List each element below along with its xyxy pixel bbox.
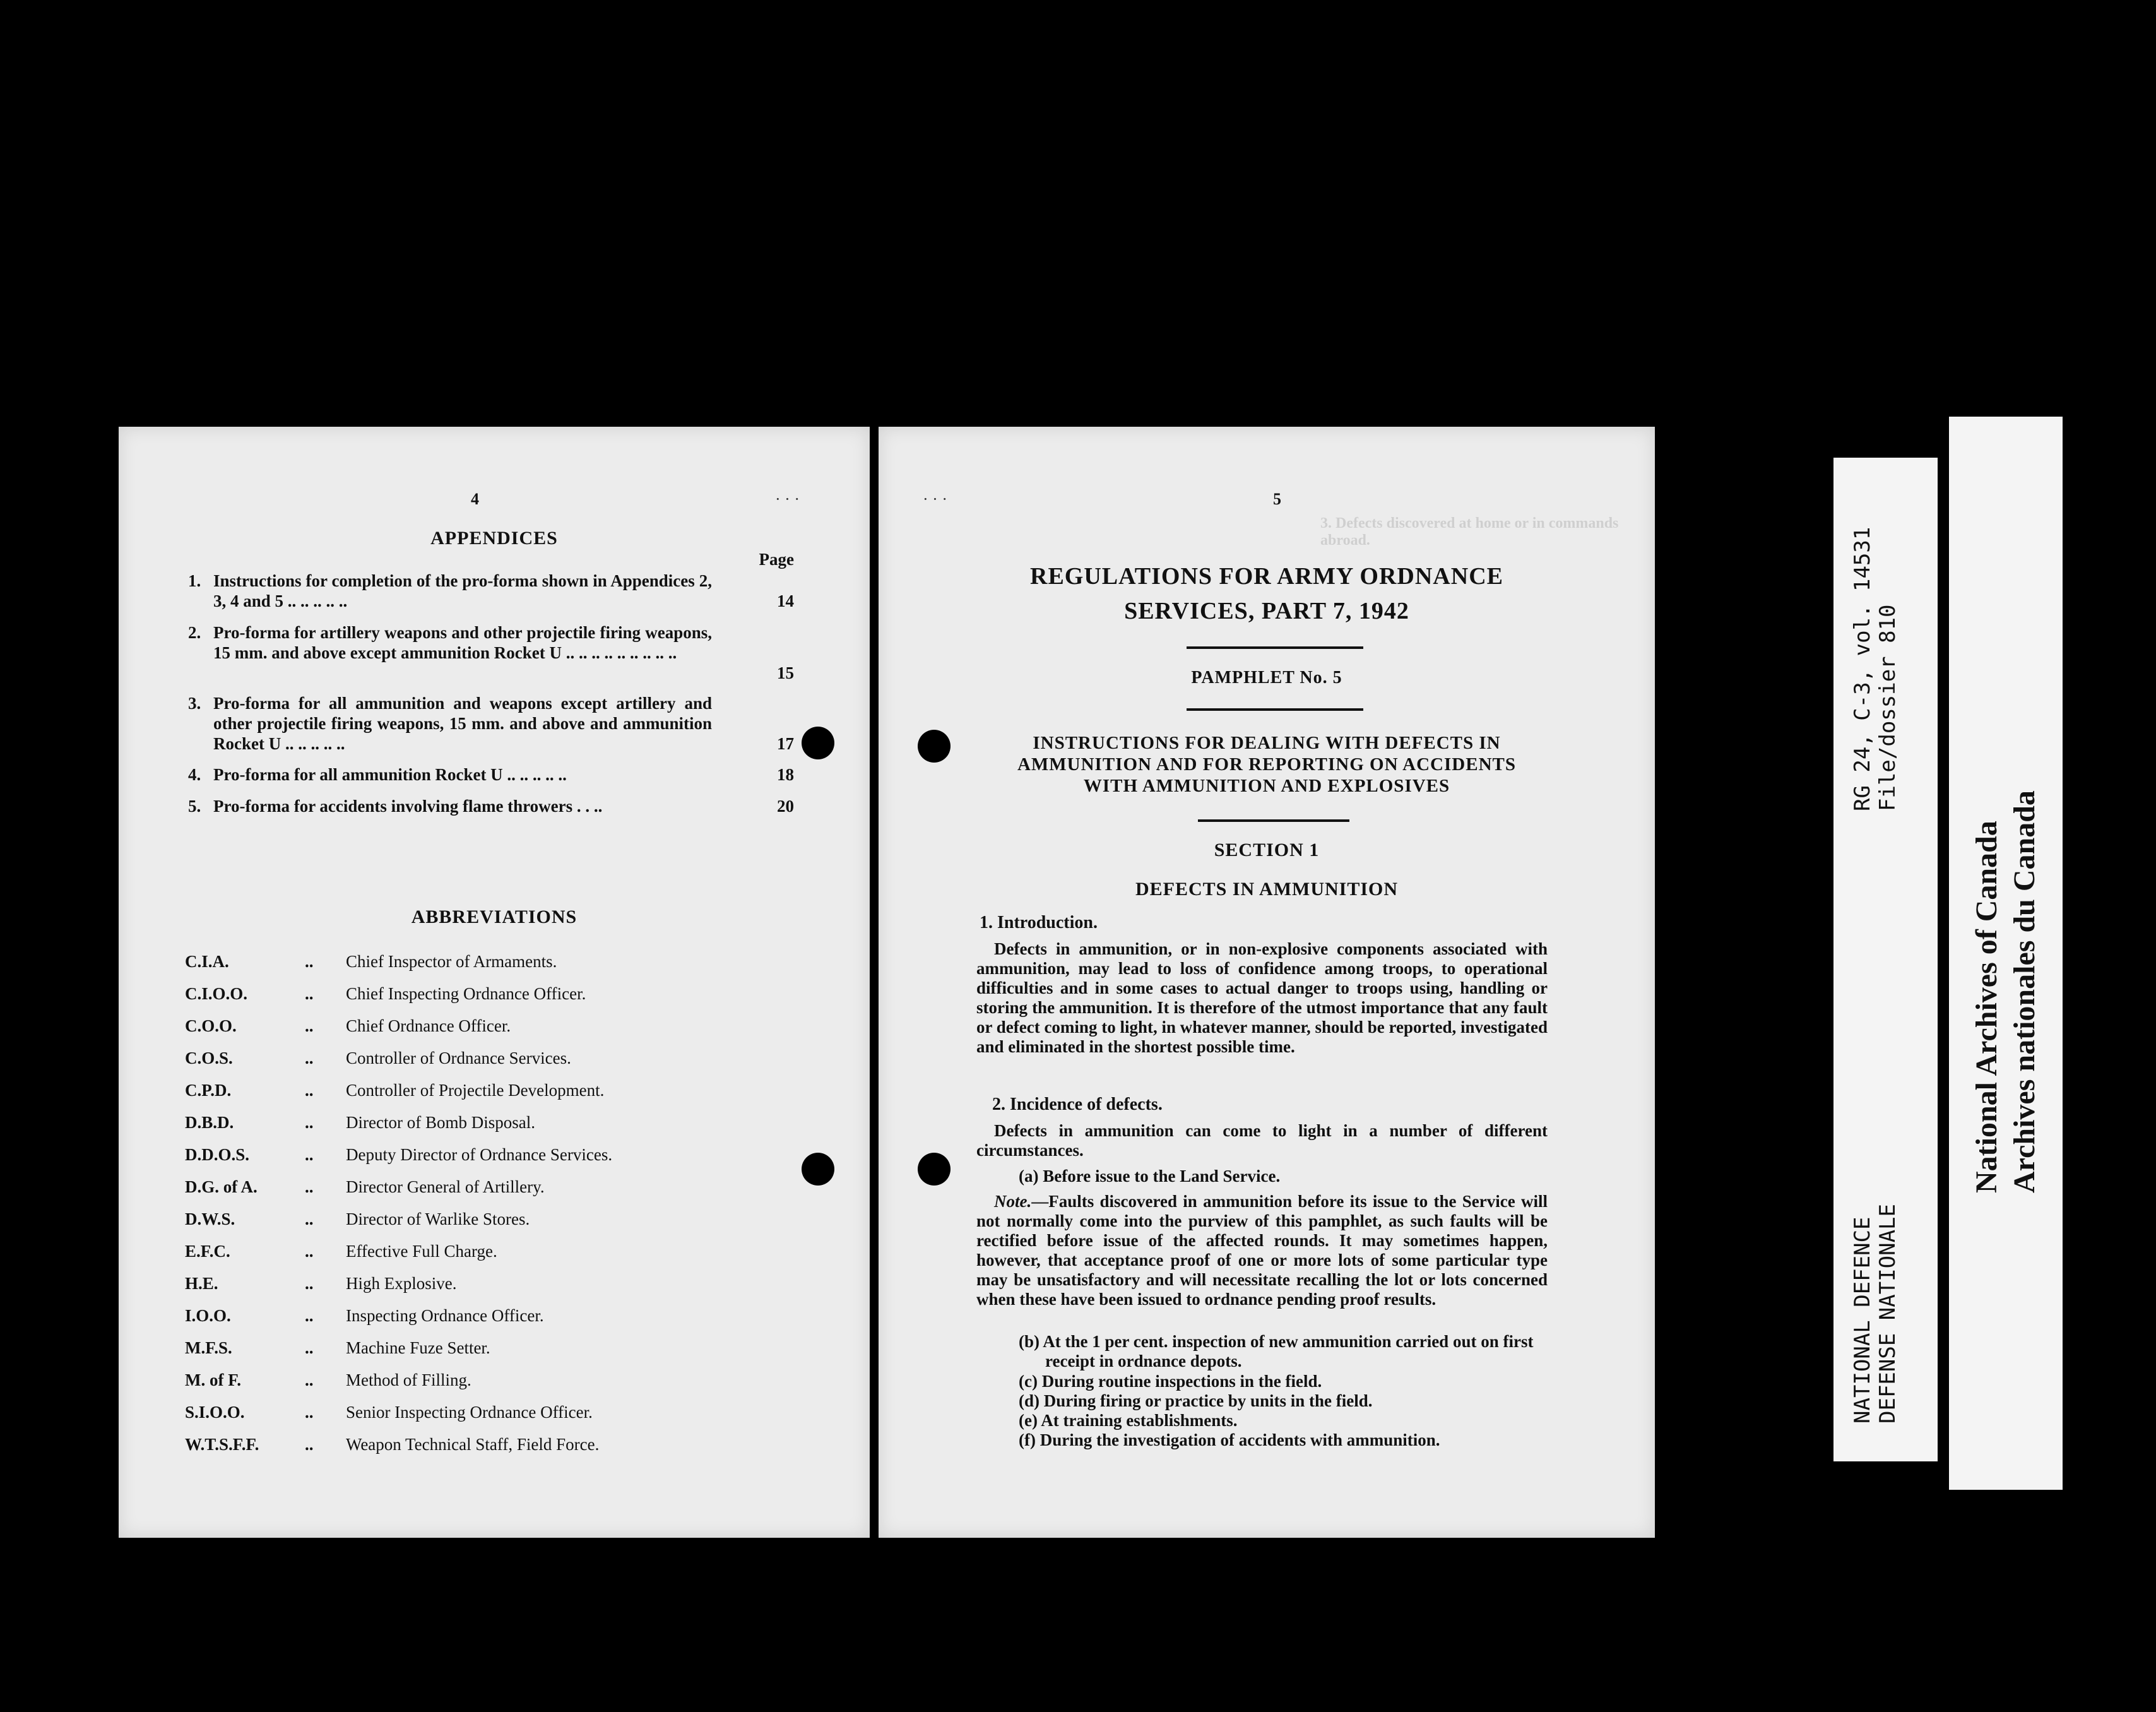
abbreviation-row <box>185 1338 816 1364</box>
abbreviation: D.G. of A. <box>185 1177 258 1196</box>
abbreviation-row <box>185 1016 816 1042</box>
appendix-page: 15 <box>777 663 794 682</box>
abbreviation: C.I.A. <box>185 952 229 971</box>
binder-hole <box>802 1153 834 1186</box>
abbreviation-definition: Weapon Technical Staff, Field Force. <box>346 1435 600 1454</box>
abbreviation-separator: .. <box>305 1081 314 1100</box>
department-line1: NATIONAL DEFENCE <box>1850 1216 1875 1424</box>
list-item-d: (d) During firing or practice by units in the field. <box>1019 1391 1373 1410</box>
abbreviation: M.F.S. <box>185 1338 232 1357</box>
list-item-f: (f) During the investigation of accidents with ammunition. <box>1019 1430 1440 1449</box>
page-number: 5 <box>1273 490 1281 508</box>
appendix-number: 3. <box>188 694 201 713</box>
abbreviation-separator: .. <box>305 1338 314 1357</box>
department-line2: DEFENSE NATIONALE <box>1875 1204 1900 1424</box>
abbreviation: M. of F. <box>185 1370 241 1389</box>
scan-artifact: · · · <box>923 490 947 508</box>
appendix-page: 17 <box>777 734 794 753</box>
abbreviation-definition: Director of Warlike Stores. <box>346 1210 530 1228</box>
rule <box>1187 646 1363 649</box>
page-number: 4 <box>471 490 479 508</box>
abbreviation-separator: .. <box>305 952 314 971</box>
appendix-text: Pro-forma for all ammunition Rocket U .. .. .. .. .. <box>213 765 567 784</box>
abbreviation: E.F.C. <box>185 1242 230 1261</box>
abbreviation-row <box>185 1403 816 1428</box>
appendix-text: Pro-forma for all ammunition and weapons except artillery and other projectile firing weapons, 15 mm. and above and ammunition Rocket U .. .. .. .. .. <box>213 694 712 753</box>
abbreviation-row <box>185 1177 816 1203</box>
abbreviation-definition: Chief Inspector of Armaments. <box>346 952 557 971</box>
subtitle-line3: WITH AMMUNITION AND EXPLOSIVES <box>1083 776 1450 796</box>
appendix-text: Pro-forma for accidents involving flame throwers . . .. <box>213 797 603 816</box>
subtitle-line2: AMMUNITION AND FOR REPORTING ON ACCIDENTS <box>1017 754 1516 775</box>
incidence-paragraph: Defects in ammunition can come to light in a number of different circumstances. <box>976 1121 1548 1160</box>
abbreviation-separator: .. <box>305 1435 314 1454</box>
abbreviation: D.B.D. <box>185 1113 234 1132</box>
note-paragraph <box>976 1192 1548 1309</box>
abbreviation-row <box>185 1081 816 1106</box>
abbreviation-definition: Chief Inspecting Ordnance Officer. <box>346 984 586 1003</box>
binder-hole <box>918 730 951 763</box>
file-reference <box>1850 527 1900 811</box>
binder-hole <box>802 727 834 759</box>
abbreviation-separator: .. <box>305 1016 314 1035</box>
document-title-line2: SERVICES, PART 7, 1942 <box>1124 598 1409 624</box>
appendix-item <box>188 764 794 785</box>
appendix-item <box>188 693 794 754</box>
abbreviation-separator: .. <box>305 1242 314 1261</box>
note-label: Note. <box>994 1192 1032 1211</box>
abbreviation: I.O.O. <box>185 1306 231 1325</box>
appendix-text: Pro-forma for artillery weapons and other projectile firing weapons, 15 mm. and above except ammunition Rocket U .. .. .. .. .. .. .. .. .. <box>213 623 712 662</box>
abbreviation-separator: .. <box>305 1210 314 1228</box>
appendix-page: 14 <box>777 591 794 610</box>
list-item-a: (a) Before issue to the Land Service. <box>1019 1167 1281 1186</box>
archive-reference-label <box>1833 458 1938 1461</box>
list-item-b: (b) At the 1 per cent. inspection of new ammunition carried out on first receipt in ordnance depots. <box>1019 1332 1534 1370</box>
scan-artifact: · · · <box>775 490 800 508</box>
abbreviation-definition: Director of Bomb Disposal. <box>346 1113 535 1132</box>
page-column-label: Page <box>759 550 794 569</box>
appendix-item <box>188 796 794 816</box>
list-item-c: (c) During routine inspections in the field. <box>1019 1372 1322 1391</box>
document-title-line1: REGULATIONS FOR ARMY ORDNANCE <box>1030 563 1503 590</box>
appendix-item <box>188 571 794 611</box>
left-page <box>119 427 870 1538</box>
section-title: DEFECTS IN AMMUNITION <box>1135 879 1399 900</box>
note-text: —Faults discovered in ammunition before its issue to the Service will not normally come into the purview of this pamphlet, as such faults will be rectified before issue of the affected rounds. It may sometimes happen, however, that acceptance proof of one or more lots of some particular type may be unsatisfactory and will necessitate recalling the lot or lots concerned when these have been issued to ordnance pending proof results. <box>976 1192 1548 1309</box>
archive-name <box>1968 790 2044 1193</box>
pamphlet-number: PAMPHLET No. 5 <box>1191 668 1342 687</box>
rule <box>1187 708 1363 711</box>
appendix-text: Instructions for completion of the pro-forma shown in Appendices 2, 3, 4 and 5 .. .. .. .. .. <box>213 571 712 610</box>
appendix-number: 2. <box>188 623 201 642</box>
appendix-number: 1. <box>188 571 201 590</box>
abbreviation-definition: Inspecting Ordnance Officer. <box>346 1306 544 1325</box>
right-page <box>879 427 1655 1538</box>
abbreviation: D.W.S. <box>185 1210 235 1228</box>
abbreviation-separator: .. <box>305 1113 314 1132</box>
appendix-number: 5. <box>188 797 201 816</box>
abbreviation: C.O.S. <box>185 1049 233 1067</box>
abbreviation-row <box>185 1113 816 1138</box>
department-stamp <box>1850 1204 1900 1424</box>
incidence-heading: 2. Incidence of defects. <box>992 1095 1163 1114</box>
abbreviation-definition: High Explosive. <box>346 1274 457 1293</box>
abbreviation-row <box>185 1435 816 1460</box>
archive-name-en: National Archives of Canada <box>1970 821 2003 1193</box>
abbreviation-separator: .. <box>305 984 314 1003</box>
abbreviations-title: ABBREVIATIONS <box>411 907 578 927</box>
abbreviation-definition: Method of Filling. <box>346 1370 471 1389</box>
section-number: SECTION 1 <box>1214 840 1320 860</box>
appendix-item <box>188 622 794 683</box>
abbreviation-definition: Controller of Ordnance Services. <box>346 1049 571 1067</box>
abbreviation-definition: Deputy Director of Ordnance Services. <box>346 1145 613 1164</box>
abbreviation-separator: .. <box>305 1306 314 1325</box>
bleed-through-text: 3. Defects discovered at home or in commands abroad. <box>1320 515 1619 549</box>
abbreviation-separator: .. <box>305 1177 314 1196</box>
abbreviation: S.I.O.O. <box>185 1403 245 1422</box>
list-item-e: (e) At training establishments. <box>1019 1411 1238 1430</box>
abbreviation-definition: Director General of Artillery. <box>346 1177 545 1196</box>
intro-heading: 1. Introduction. <box>980 913 1098 932</box>
abbreviation: H.E. <box>185 1274 218 1293</box>
abbreviation: C.I.O.O. <box>185 984 248 1003</box>
abbreviation-separator: .. <box>305 1145 314 1164</box>
abbreviation-row <box>185 984 816 1009</box>
abbreviation: W.T.S.F.F. <box>185 1435 259 1454</box>
abbreviation-definition: Chief Ordnance Officer. <box>346 1016 511 1035</box>
abbreviation-row <box>185 1274 816 1299</box>
abbreviation-separator: .. <box>305 1049 314 1067</box>
archives-canada-label <box>1949 417 2063 1490</box>
abbreviation-row <box>185 952 816 977</box>
abbreviation-row <box>185 1242 816 1267</box>
intro-paragraph: Defects in ammunition, or in non-explosive components associated with ammunition, may lead to loss of confidence among troops, to operational difficulties and in some cases to actual danger to troops using, handling or storing the ammunition. It is therefore of the utmost importance that any fault or defect coming to light, in whatever manner, should be reported, investigated and eliminated in the shortest possible time. <box>976 939 1548 1056</box>
subtitle-line1: INSTRUCTIONS FOR DEALING WITH DEFECTS IN <box>1033 733 1501 753</box>
archive-name-fr: Archives nationales du Canada <box>2008 790 2041 1193</box>
appendix-page: 18 <box>777 765 794 784</box>
abbreviation: D.D.O.S. <box>185 1145 250 1164</box>
appendices-title: APPENDICES <box>430 528 558 549</box>
abbreviation: C.O.O. <box>185 1016 237 1035</box>
rule <box>1198 819 1349 822</box>
abbreviation-definition: Senior Inspecting Ordnance Officer. <box>346 1403 593 1422</box>
reference-line1: RG 24, C-3, vol. 14531 <box>1850 526 1875 811</box>
abbreviation-row <box>185 1370 816 1396</box>
abbreviation-definition: Controller of Projectile Development. <box>346 1081 605 1100</box>
binder-hole <box>918 1153 951 1186</box>
reference-line2: File/dossier 810 <box>1875 604 1900 811</box>
abbreviation-definition: Machine Fuze Setter. <box>346 1338 490 1357</box>
appendix-page: 20 <box>777 797 794 816</box>
abbreviation: C.P.D. <box>185 1081 232 1100</box>
abbreviation-row <box>185 1306 816 1331</box>
abbreviation-definition: Effective Full Charge. <box>346 1242 497 1261</box>
abbreviation-row <box>185 1210 816 1235</box>
abbreviation-separator: .. <box>305 1403 314 1422</box>
abbreviation-row <box>185 1145 816 1170</box>
abbreviation-separator: .. <box>305 1274 314 1293</box>
abbreviation-row <box>185 1049 816 1074</box>
appendix-number: 4. <box>188 765 201 784</box>
abbreviation-separator: .. <box>305 1370 314 1389</box>
